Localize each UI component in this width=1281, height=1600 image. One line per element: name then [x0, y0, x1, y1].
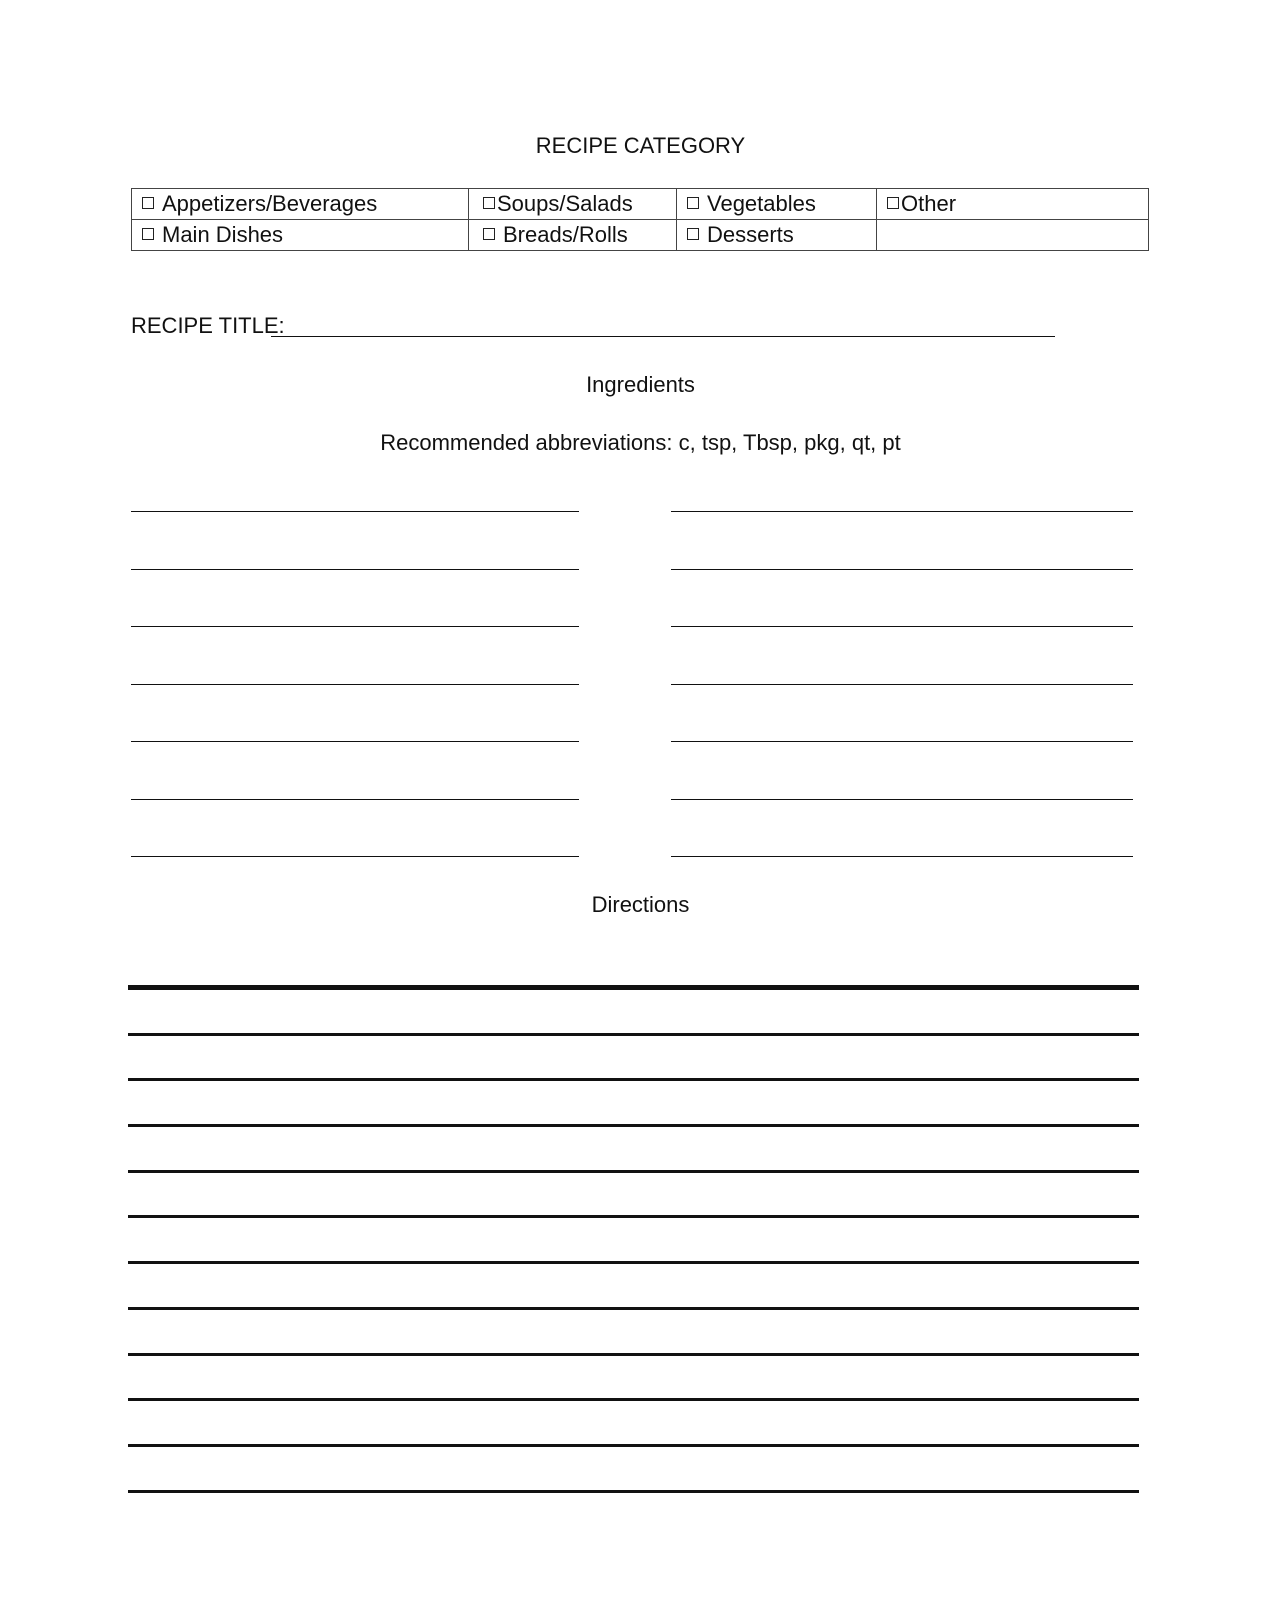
category-label: Appetizers/Beverages	[162, 191, 378, 216]
category-label: Other	[901, 191, 957, 216]
ingredient-line[interactable]	[671, 741, 1133, 742]
ingredient-line[interactable]	[671, 799, 1133, 800]
ingredients-right-column	[671, 511, 1133, 914]
abbreviations-note: Recommended abbreviations: c, tsp, Tbsp, pkg, qt, pt	[380, 430, 901, 455]
direction-line[interactable]	[128, 1353, 1139, 1356]
directions-lines	[128, 985, 1139, 1535]
checkbox-icon[interactable]	[483, 197, 495, 209]
category-option-soups-salads[interactable]	[469, 189, 677, 220]
checkbox-icon[interactable]	[687, 197, 699, 209]
direction-line[interactable]	[128, 1444, 1139, 1447]
category-table	[131, 188, 1149, 251]
direction-line[interactable]	[128, 985, 1139, 990]
category-label: Soups/Salads	[497, 191, 633, 216]
checkbox-icon[interactable]	[142, 197, 154, 209]
ingredient-line[interactable]	[671, 856, 1133, 857]
direction-line[interactable]	[128, 1170, 1139, 1173]
ingredient-line[interactable]	[671, 511, 1133, 512]
category-option-desserts[interactable]	[677, 220, 877, 251]
ingredient-line[interactable]	[671, 569, 1133, 570]
category-label: Breads/Rolls	[503, 222, 628, 247]
ingredient-line[interactable]	[131, 684, 579, 685]
direction-line[interactable]	[128, 1490, 1139, 1493]
category-option-appetizers-beverages[interactable]	[132, 189, 469, 220]
category-row	[132, 220, 1149, 251]
direction-line[interactable]	[128, 1261, 1139, 1264]
ingredient-line[interactable]	[131, 741, 579, 742]
category-option-other[interactable]	[877, 189, 1149, 220]
recipe-title-label: RECIPE TITLE:	[131, 313, 285, 338]
ingredient-line[interactable]	[131, 799, 579, 800]
direction-line[interactable]	[128, 1307, 1139, 1310]
category-label: Desserts	[707, 222, 794, 247]
directions-heading: Directions	[591, 892, 690, 917]
ingredient-line[interactable]	[671, 626, 1133, 627]
ingredients-left-column	[131, 511, 579, 914]
category-label: Vegetables	[707, 191, 816, 216]
category-heading: RECIPE CATEGORY	[535, 133, 746, 158]
direction-line[interactable]	[128, 1033, 1139, 1036]
ingredient-line[interactable]	[131, 856, 579, 857]
checkbox-icon[interactable]	[483, 228, 495, 240]
checkbox-icon[interactable]	[142, 228, 154, 240]
ingredient-line[interactable]	[131, 569, 579, 570]
checkbox-icon[interactable]	[687, 228, 699, 240]
category-label: Main Dishes	[162, 222, 284, 247]
direction-line[interactable]	[128, 1215, 1139, 1218]
category-row	[132, 189, 1149, 220]
ingredient-line[interactable]	[131, 626, 579, 627]
ingredient-line[interactable]	[131, 511, 579, 512]
ingredient-line[interactable]	[671, 684, 1133, 685]
direction-line[interactable]	[128, 1398, 1139, 1401]
recipe-title-input-line[interactable]	[271, 336, 1055, 337]
category-option-vegetables[interactable]	[677, 189, 877, 220]
checkbox-icon[interactable]	[887, 197, 899, 209]
direction-line[interactable]	[128, 1078, 1139, 1081]
direction-line[interactable]	[128, 1124, 1139, 1127]
ingredients-heading: Ingredients	[586, 372, 695, 397]
category-empty-cell	[877, 220, 1149, 251]
category-option-breads-rolls[interactable]	[469, 220, 677, 251]
category-option-main-dishes[interactable]	[132, 220, 469, 251]
